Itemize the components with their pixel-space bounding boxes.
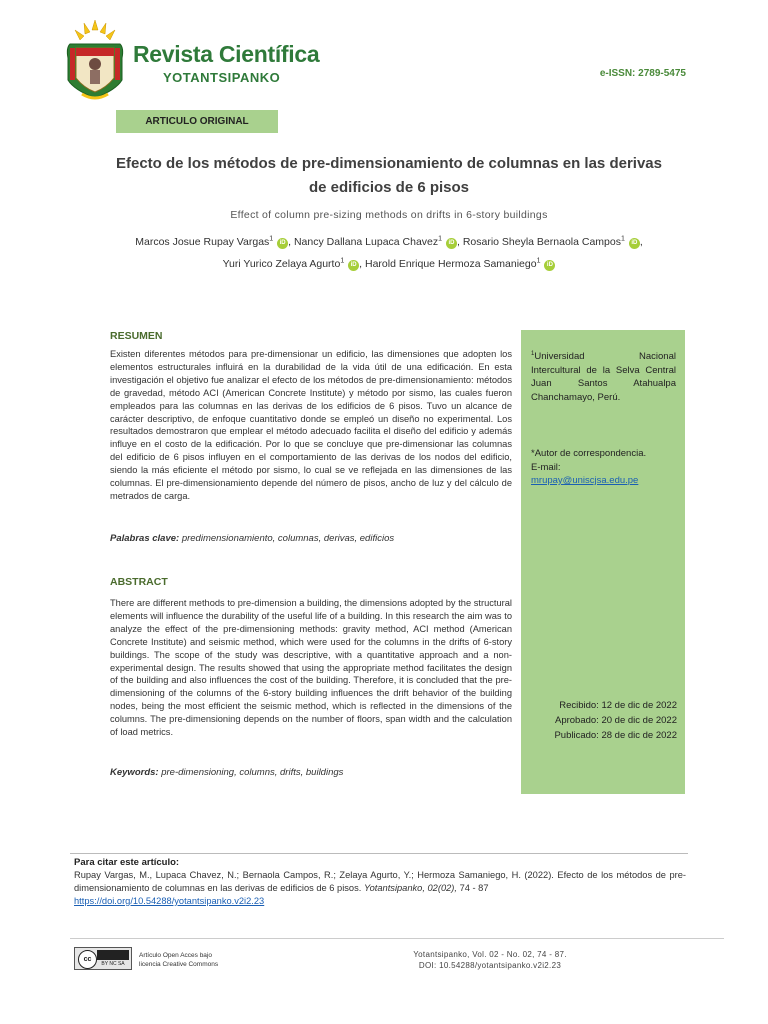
author-affiliation-mark: 1 [536,257,541,265]
keywords-list: pre-dimensioning, columns, drifts, buildings [161,767,344,778]
title-line-2: de edificios de 6 pisos [308,179,470,196]
keywords [110,767,343,778]
author-affiliation-mark: 1 [438,235,443,242]
email-link[interactable]: mrupay@uniscjsa.edu.pe [531,475,639,486]
citation-journal: Yotantsipanko, 02(02), [363,882,457,893]
affiliation-mark: 1 [531,351,535,357]
author-separator: , [359,258,363,270]
correspondence-label: *Autor de correspondencia. [531,448,647,459]
author-name: Marcos Josue Rupay Vargas [135,235,270,248]
approved-date: Aprobado: 20 de dic de 2022 [554,715,677,726]
author-list [60,229,718,274]
journal-subname: YOTANTSIPANKO [163,70,281,85]
orcid-icon[interactable]: iD [348,260,359,271]
article-type-badge: ARTICULO ORIGINAL [116,110,278,133]
email-label: E-mail: [531,461,561,473]
received-date: Recibido: 12 de dic de 2022 [559,700,677,711]
footer-doi-line: DOI: 10.54288/yotantsipanko.v2i2.23 [418,961,562,970]
resumen-text: Existen diferentes métodos para pre-dimensionar un edificio, las dimensiones que adopten los elementos estructurales influirá en la durabilidad de la vida útil de una edificación. En esta investigación el objetivo fue analizar el efecto de los métodos de pre-dimensionamiento: métodos de gravedad, método ACI (American Concrete Institute) y método por sismo, las cuales fueron empleados para las columnas en las derivas de los edificios de 6 pisos. Tuvo un alcance de carácter descriptivo, de enfoque cuantitativo donde se empleó un diseño no experimental. Los resultados demostraron que emplear el método adecuado facilita el diseño del edificio y además influye en el costo de la edificación. Por lo que se concluye que pre-dimensionar las columnas del edificio de 6 pisos influyen en el comportamiento de las derivas de los nodos del edificio, siendo la más eficiente el método por sismo, lo cual se ve reflejada en las dimensiones de las columnas. El pre-dimensionamiento depende del número de pisos, ancho de luz y del cálculo de metrados de carga. [110,349,512,501]
cc-license-terms: BY NC SA [101,961,125,967]
author-name: Nancy Dallana Lupaca Chavez [293,235,439,248]
author-name: Rosario Sheyla Bernaola Campos [462,235,621,248]
publication-dates [554,698,677,743]
author [365,258,555,270]
author-affiliation-mark: 1 [340,257,345,265]
author-name: Harold Enrique Hermoza Samaniego [364,258,537,270]
footer-journal-info [380,949,600,971]
affiliation [531,348,676,404]
license-line-2: licencia Creative Commons [139,961,219,968]
orcid-icon[interactable]: iD [277,238,288,249]
author [135,236,291,248]
citation-doi-link[interactable]: https://doi.org/10.54288/yotantsipanko.v2i2.23 [74,895,265,906]
footer-journal-line: Yotantsipanko, Vol. 02 - No. 02, 74 - 87. [413,950,567,959]
journal-logo [62,16,326,100]
orcid-icon[interactable]: iD [629,238,640,249]
palabras-clave [110,533,394,544]
affiliation-text: Universidad Nacional Intercultural de la Selva Central Juan Santos Atahualpa Chanchamayo, Perú. [531,351,676,403]
abstract-heading: ABSTRACT [110,576,168,588]
keywords-label: Palabras clave: [110,533,180,544]
author [463,236,643,248]
author-separator: , [288,235,292,248]
journal-name: Revista Científica [133,41,320,67]
license-line-1: Artículo Open Acces bajo [139,952,212,959]
author [223,258,362,270]
keywords-label: Keywords: [110,767,159,778]
abstract-text: There are different methods to pre-dimension a building, the dimensions adopted by the structural elements will influence the durability of the useful life of a building. In this research the aim was to analyze the effect of the pre-dimensioning methods: gravity method, ACI method (American Concrete Institute) and seismic method, which were used for the columns in the drifts of 6-story buildings. The scope of the study was descriptive, with a quantitative approach and a non-experimental design. The results showed that using the appropriate method facilitates the design of the building and also influences the cost of the building. Therefore, it is concluded that the pre-dimensioning of the columns of the 6-story building influences the drift behavior of the building nodes, being the most efficient the seismic method, which is reflected in the dimensions of the columns. The pre-dimensioning depends on the number of floors, span width and the calculation of load metrics. [110,598,512,738]
article-info-sidebar [521,330,685,794]
creative-commons-badge[interactable] [74,947,132,970]
footer-divider [70,938,724,939]
cc-icon: cc [78,950,97,969]
license-note [139,951,218,969]
citation-pages: 74 - 87 [459,882,489,893]
article-subtitle: Effect of column pre-sizing methods on drifts in 6-story buildings [230,209,548,221]
resumen-heading: RESUMEN [110,330,163,342]
divider [70,853,688,854]
keywords-list: predimensionamiento, columnas, derivas, edificios [181,533,395,544]
orcid-icon[interactable]: iD [544,260,555,271]
citation-heading: Para citar este artículo: [74,857,180,868]
article-title [70,152,708,200]
cc-license-bar [97,950,129,960]
author-separator: , [456,235,460,248]
author-affiliation-mark: 1 [620,235,625,242]
author [294,236,460,248]
orcid-icon[interactable]: iD [446,238,457,249]
author-name: Yuri Yurico Zelaya Agurto [222,258,341,270]
coat-of-arms-emblem-icon [62,18,128,102]
author-affiliation-mark: 1 [269,235,274,242]
published-date: Publicado: 28 de dic de 2022 [554,730,677,741]
citation-reference: Rupay Vargas, M., Lupaca Chavez, N.; Bernaola Campos, R.; Zelaya Agurto, Y.; Hermoza Samaniego, H. (2022). Efecto de los métodos de pre-dimensionamiento de columnas en las derivas de edificios de 6 pisos. [74,870,686,893]
author-separator: , [639,235,643,248]
citation-text [74,869,686,908]
title-line-1: Efecto de los métodos de pre-dimensionamiento de columnas en las derivas [116,155,662,172]
correspondence [531,447,676,488]
issn: e-ISSN: 2789-5475 [599,68,686,79]
